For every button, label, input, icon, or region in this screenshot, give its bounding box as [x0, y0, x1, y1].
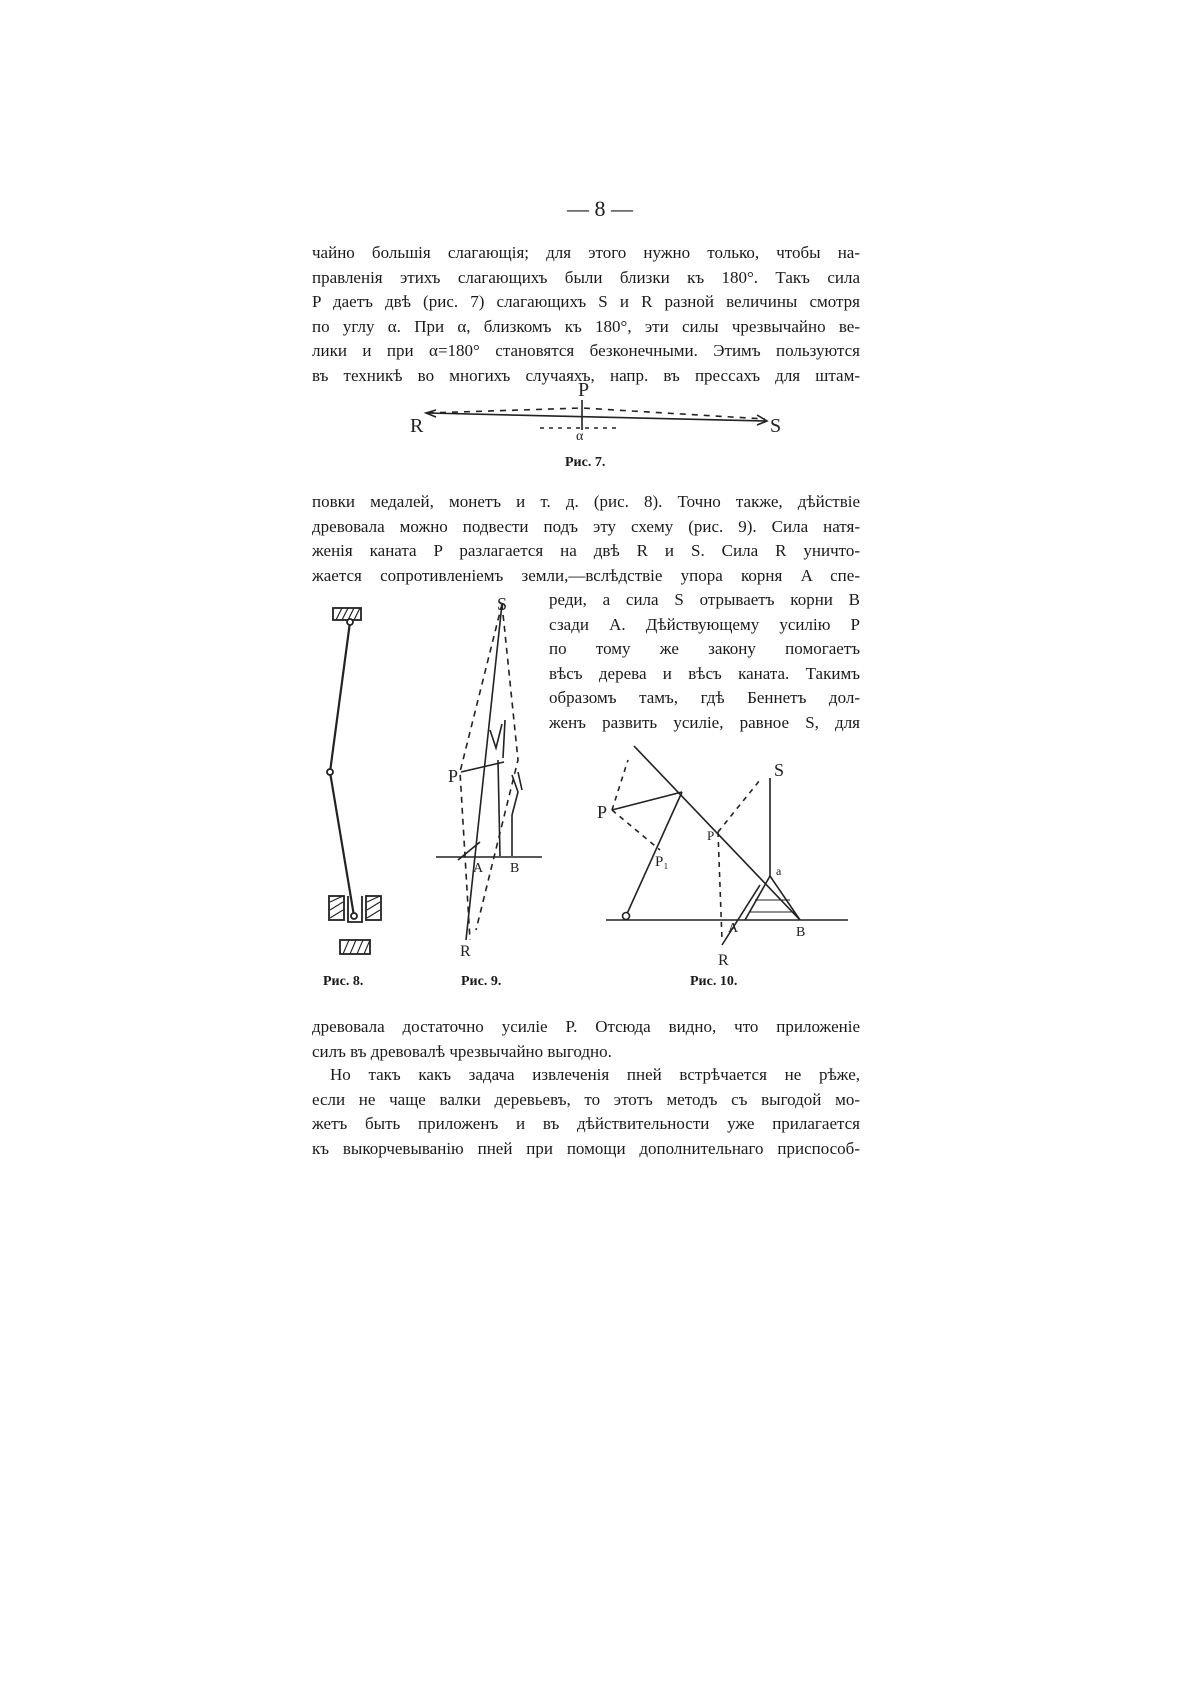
text-line: по углу α. При α, близкомъ къ 180°, эти силы чрезвычайно ве- [312, 316, 860, 336]
fig10-label-p2: P [707, 828, 715, 843]
caption-fig8: Рис. 8. [323, 974, 364, 989]
fig7-solid-line [428, 413, 765, 421]
figure-7 [410, 379, 781, 444]
fig9-label-a: A [473, 861, 484, 876]
text-line: силъ въ древовалѣ чрезвычайно выгодно. [312, 1041, 612, 1061]
fig10-label-p: P [597, 802, 608, 822]
text-line: если не чаще валки деревьевъ, то этотъ методъ съ выгодой мо- [312, 1089, 860, 1109]
figure-9 [436, 594, 542, 960]
fig10-anchor [623, 913, 630, 920]
fig7-label-alpha: α [576, 429, 584, 444]
text-line: жается сопротивленіемъ земли,—вслѣдствіе упора корня A спе- [312, 565, 860, 585]
fig9-label-r: R [460, 943, 471, 960]
text-line: правленія этихъ слагающихъ были близки къ 180°. Такъ сила [312, 267, 860, 287]
fig9-label-b: B [510, 861, 520, 876]
text-line: P даетъ двѣ (рис. 7) слагающихъ S и R разной величины смотря [312, 292, 860, 311]
fig10-rope-p1 [626, 792, 682, 916]
fig10-label-r: R [718, 952, 729, 969]
fig10-r-line [722, 885, 760, 945]
fig10-label-b: B [796, 925, 806, 940]
fig8-anvil-hatch [343, 940, 370, 954]
text-line: жетъ быть приложенъ и въ дѣйствительности уже прилагается [312, 1114, 860, 1133]
text-line: въ техникѣ во многихъ случаяхъ, напр. въ прессахъ для штам- [312, 365, 860, 385]
fig8-toggle-rods [330, 622, 354, 916]
fig7-arrow-s [757, 415, 767, 425]
text-line: женія каната P разлагается на двѣ R и S. Сила R уничто- [312, 541, 860, 560]
text-line: образомъ тамъ, гдѣ Беннетъ дол- [549, 688, 860, 707]
text-line: реди, а сила S отрываетъ корни B [549, 590, 860, 609]
fig10-label-a: A [728, 921, 739, 936]
fig10-support [745, 876, 800, 920]
fig8-top-hatch [336, 608, 360, 620]
fig8-middle-joint [327, 769, 333, 775]
fig7-label-r: R [410, 415, 424, 437]
text-line: сзади A. Дѣйствующему усилію P [549, 614, 860, 634]
fig9-label-s: S [497, 594, 508, 614]
figure-10 [597, 746, 848, 969]
text-line: повки медалей, монетъ и т. д. (рис. 8). Точно также, дѣйствіе [312, 492, 860, 511]
fig9-force-line [466, 604, 502, 940]
fig10-r-dashed [718, 780, 760, 940]
fig8-bottom-pin [351, 913, 357, 919]
fig9-parallelogram-left [460, 604, 502, 940]
page-number: — 8 — [567, 196, 633, 221]
text-line: древовала можно подвести подъ эту схему (рис. 9). Сила натя- [312, 516, 860, 536]
fig9-tree-trunk [490, 720, 505, 856]
text-line: Но такъ какъ задача извлеченія пней встрѣчается не рѣже, [330, 1065, 860, 1084]
text-line: древовала достаточно усиліе P. Отсюда видно, что приложеніе [312, 1017, 860, 1036]
text-line: вѣсъ дерева и вѣсъ каната. Такимъ [549, 663, 860, 683]
fig10-force-p [612, 792, 682, 810]
fig10-p-dashed [612, 760, 660, 850]
fig7-label-p: P [578, 379, 590, 401]
fig7-label-s: S [770, 415, 782, 437]
caption-fig7: Рис. 7. [565, 455, 606, 470]
text-line: женъ развить усиліе, равное S, для [549, 712, 860, 732]
text-line: по тому же закону помогаетъ [549, 639, 860, 658]
fig10-label-a-small: a [776, 864, 782, 878]
text-line: лики и при α=180° становятся безконечными. Этимъ пользуются [312, 341, 860, 360]
caption-fig10: Рис. 10. [690, 974, 738, 989]
fig10-label-s: S [774, 760, 785, 780]
fig8-top-pin [347, 619, 353, 625]
text-line: къ выкорчевыванію пней при помощи дополнительнаго приспособ- [312, 1138, 860, 1158]
caption-fig9: Рис. 9. [461, 974, 502, 989]
fig10-label-p1: P₁ [655, 854, 669, 870]
fig9-label-p: P [448, 766, 459, 786]
figure-8 [327, 608, 381, 954]
text-line: чайно большія слагающія; для этого нужно только, чтобы на- [312, 243, 860, 262]
fig9-tree-branch [512, 772, 522, 856]
